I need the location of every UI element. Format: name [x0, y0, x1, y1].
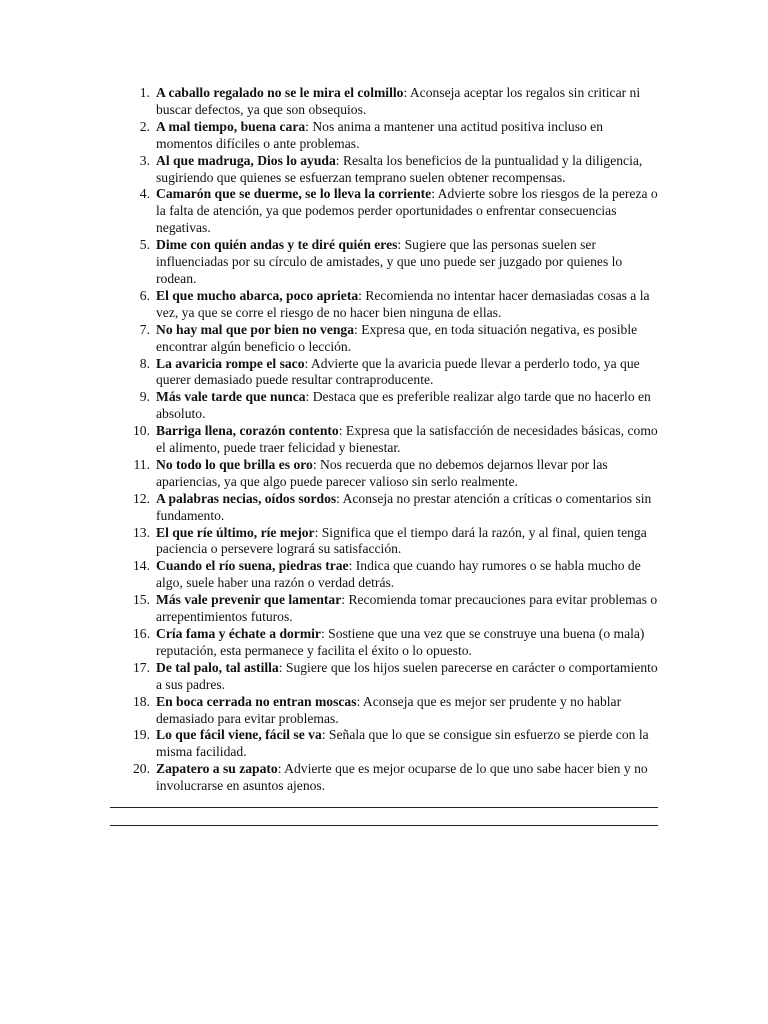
- proverb-description: : Sugiere que los hijos suelen parecerse en carácter o comportamiento a sus padres.: [156, 659, 658, 692]
- proverb-description: : Advierte que la avaricia puede llevar a perderlo todo, ya que querer demasiado puede resultar contraproducente.: [156, 355, 640, 388]
- list-item: [110, 186, 658, 237]
- proverb-title: A mal tiempo, buena cara: [156, 118, 306, 134]
- proverb-title: A caballo regalado no se le mira el colmillo: [156, 85, 404, 100]
- proverb-description: : Expresa que la satisfacción de necesidades básicas, como el alimento, puede traer felicidad y bienestar.: [156, 423, 658, 456]
- list-item: [110, 288, 658, 322]
- proverb-title: En boca cerrada no entran moscas: [156, 693, 357, 709]
- item-number: 8.: [139, 355, 150, 371]
- item-number: 13.: [133, 524, 150, 540]
- proverb-title: Cría fama y échate a dormir: [156, 626, 321, 641]
- item-number: 11.: [133, 456, 150, 472]
- item-number: 14.: [133, 558, 150, 574]
- proverb-title: Dime con quién andas y te diré quién eres: [156, 237, 398, 253]
- proverb-description: : Aconseja no prestar atención a críticas o comentarios sin fundamento.: [156, 490, 652, 523]
- proverb-description: : Nos anima a mantener una actitud positiva incluso en momentos difíciles o ante problemas.: [156, 118, 604, 151]
- proverb-description: : Indica que cuando hay rumores o se habla mucho de algo, suele haber una razón o verdad detrás.: [156, 558, 641, 591]
- proverb-description: : Advierte sobre los riesgos de la pereza o la falta de atención, ya que podemos perder oportunidades o enfrentar consecuencias negativas.: [156, 186, 658, 236]
- proverb-title: No todo lo que brilla es oro: [156, 456, 313, 472]
- proverb-description: : Aconseja aceptar los regalos sin criticar ni buscar defectos, ya que son obsequios.: [156, 85, 641, 117]
- proverb-title: El que mucho abarca, poco aprieta: [156, 287, 359, 303]
- proverb-title: Al que madruga, Dios lo ayuda: [156, 152, 336, 168]
- list-item: [110, 525, 658, 559]
- item-number: 18.: [133, 693, 150, 709]
- proverb-title: Lo que fácil viene, fácil se va: [156, 727, 322, 743]
- item-number: 17.: [133, 659, 150, 675]
- list-item: [110, 322, 658, 356]
- item-number: 1.: [139, 85, 150, 100]
- proverb-description: : Resalta los beneficios de la puntualidad y la diligencia, sugiriendo que quienes se esfuerzan temprano suelen obtener recompensas.: [156, 152, 643, 185]
- item-number: 6.: [139, 287, 150, 303]
- list-item: [110, 237, 658, 288]
- proverb-title: La avaricia rompe el saco: [156, 355, 305, 371]
- proverb-description: : Nos recuerda que no debemos dejarnos llevar por las apariencias, ya que algo puede parecer valioso sin serlo realmente.: [156, 456, 608, 489]
- proverb-description: : Señala que lo que se consigue sin esfuerzo se pierde con la misma facilidad.: [156, 727, 649, 760]
- list-item: [110, 153, 658, 187]
- list-item: [110, 119, 658, 153]
- proverb-title: Cuando el río suena, piedras trae: [156, 558, 349, 574]
- proverb-description: : Aconseja que es mejor ser prudente y no hablar demasiado para evitar problemas.: [156, 693, 622, 726]
- horizontal-rule: [110, 825, 658, 826]
- list-item: [110, 626, 658, 660]
- proverb-title: De tal palo, tal astilla: [156, 659, 279, 675]
- item-number: 5.: [139, 237, 150, 253]
- item-number: 12.: [133, 490, 150, 506]
- proverb-description: : Destaca que es preferible realizar algo tarde que no hacerlo en absoluto.: [156, 389, 651, 422]
- item-number: 9.: [139, 389, 150, 405]
- list-item: [110, 356, 658, 390]
- proverb-list: [110, 85, 658, 795]
- proverb-title: A palabras necias, oídos sordos: [156, 490, 337, 506]
- list-item: [110, 727, 658, 761]
- list-item: [110, 423, 658, 457]
- proverb-description: : Recomienda no intentar hacer demasiadas cosas a la vez, ya que se corre el riesgo de no hacer bien ninguna de ellas.: [156, 287, 650, 320]
- item-number: 15.: [133, 592, 150, 608]
- proverb-title: Camarón que se duerme, se lo lleva la corriente: [156, 186, 432, 202]
- list-item: [110, 558, 658, 592]
- item-number: 4.: [139, 186, 150, 202]
- list-item: [110, 694, 658, 728]
- proverb-description: : Sugiere que las personas suelen ser influenciadas por su círculo de amistades, y que uno puede ser juzgado por quienes lo rodean.: [156, 237, 623, 286]
- proverb-description: : Recomienda tomar precauciones para evitar problemas o arrepentimientos futuros.: [156, 592, 658, 625]
- item-number: 7.: [139, 321, 150, 337]
- list-item: [110, 85, 658, 119]
- proverb-title: Barriga llena, corazón contento: [156, 423, 339, 439]
- list-item: [110, 660, 658, 694]
- item-number: 10.: [133, 423, 150, 439]
- proverb-description: : Advierte que es mejor ocuparse de lo que uno sabe hacer bien y no involucrarse en asuntos ajenos.: [156, 761, 648, 794]
- proverb-title: Más vale prevenir que lamentar: [156, 592, 342, 608]
- proverb-title: El que ríe último, ríe mejor: [156, 524, 315, 540]
- horizontal-rule: [110, 807, 658, 808]
- list-item: [110, 389, 658, 423]
- item-number: 16.: [133, 626, 150, 641]
- list-item: [110, 491, 658, 525]
- item-number: 3.: [139, 152, 150, 168]
- proverb-title: Zapatero a su zapato: [156, 761, 278, 777]
- list-item: [110, 592, 658, 626]
- list-item: [110, 761, 658, 795]
- proverb-title: No hay mal que por bien no venga: [156, 321, 355, 337]
- item-number: 2.: [139, 118, 150, 134]
- item-number: 20.: [133, 761, 150, 777]
- proverb-description: : Expresa que, en toda situación negativa, es posible encontrar algún beneficio o lección.: [156, 321, 638, 354]
- proverb-title: Más vale tarde que nunca: [156, 389, 306, 405]
- proverb-description: : Sostiene que una vez que se construye una buena (o mala) reputación, esta permanece y facilita el éxito o lo opuesto.: [156, 626, 645, 658]
- list-item: [110, 457, 658, 491]
- item-number: 19.: [133, 727, 150, 743]
- proverb-description: : Significa que el tiempo dará la razón, y al final, quien tenga paciencia o persevere logrará su satisfacción.: [156, 524, 647, 557]
